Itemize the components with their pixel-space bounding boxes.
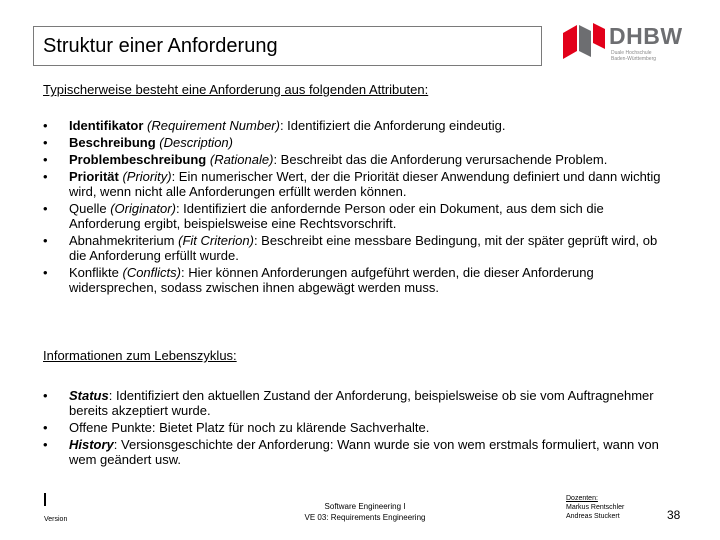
attribute-term: Abnahmekriterium [69, 233, 175, 248]
list-item [43, 437, 673, 467]
attribute-detail: (Fit Criterion) [174, 233, 254, 248]
attribute-detail: (Requirement Number) [143, 118, 280, 133]
list-item [43, 420, 673, 435]
attribute-desc: : Beschreibt das die Anforderung verursachende Problem. [273, 152, 608, 167]
bullet: • [43, 152, 48, 167]
attribute-desc: : Hier können Anforderungen aufgeführt werden, die dieser Anforderung widersprechen, sodass zwischen ihnen abgewägt werden muss. [69, 265, 594, 295]
logo-subtitle [611, 50, 656, 62]
attribute-term: Konflikte [69, 265, 119, 280]
footer-course: Software Engineering I [324, 502, 406, 511]
bullet: • [43, 169, 48, 184]
attribute-detail: (Rationale) [206, 152, 274, 167]
bullet: • [43, 118, 48, 133]
lifecycle-list [43, 388, 673, 469]
author-1: Markus Rentschler [566, 504, 625, 511]
dhbw-logo [561, 21, 691, 69]
footer-course-info [280, 501, 450, 523]
bullet: • [43, 437, 48, 452]
attribute-term: Beschreibung [69, 135, 156, 150]
footer-authors [566, 494, 624, 521]
attribute-desc: : Identifiziert die anfordernde Person oder ein Dokument, aus dem sich die Anforderung ergibt, beispielsweise eine Rechtsvorschrift. [69, 201, 604, 231]
intro-heading: Typischerweise besteht eine Anforderung aus folgenden Attributen: [43, 82, 429, 97]
list-item [43, 265, 673, 295]
attribute-detail: (Originator) [106, 201, 176, 216]
list-item [43, 169, 673, 199]
list-item [43, 201, 673, 231]
bullet: • [43, 420, 48, 435]
attribute-detail: (Conflicts) [118, 265, 181, 280]
title-box [33, 26, 542, 66]
attribute-term: Quelle [69, 201, 107, 216]
attribute-term: Identifikator [69, 118, 144, 133]
page-number: 38 [667, 508, 681, 522]
list-item [43, 388, 673, 418]
attribute-desc: : Beschreibt eine messbare Bedingung, mit der später geprüft wird, ob die Anforderung erfüllt wurde. [69, 233, 658, 263]
bullet: • [43, 201, 48, 216]
list-item [43, 233, 673, 263]
lifecycle-heading: Informationen zum Lebenszyklus: [43, 348, 237, 363]
attribute-desc: : Identifiziert die Anforderung eindeutig. [279, 118, 506, 133]
bullet: • [43, 388, 48, 403]
attribute-detail: (Description) [155, 135, 233, 150]
list-item [43, 118, 673, 133]
attribute-term: Priorität [69, 169, 119, 184]
lifecycle-desc: Offene Punkte: Bietet Platz für noch zu klärende Sachverhalte. [69, 420, 430, 435]
logo-subtitle-line2: Baden-Württemberg [611, 56, 657, 62]
attribute-detail: (Priority) [118, 169, 172, 184]
footer-lecture: VE 03: Requirements Engineering [304, 513, 426, 522]
dhbw-logo-mark-icon [561, 21, 609, 61]
lifecycle-desc: : Identifiziert den aktuellen Zustand der Anforderung, beispielsweise ob sie vom Auftragnehmer bereits akzeptiert wurde. [69, 388, 654, 418]
bullet: • [43, 265, 48, 280]
list-item [43, 135, 673, 150]
version-label: Version [44, 516, 68, 523]
lifecycle-term: History [69, 437, 114, 452]
attribute-desc: : Ein numerischer Wert, der die Priorität dieser Anwendung definiert und dann wichtig wird, wenn nicht alle Anforderungen erfüllt werden können. [69, 169, 661, 199]
authors-label: Dozenten: [566, 495, 598, 502]
attribute-list [43, 118, 673, 297]
bullet: • [43, 233, 48, 248]
author-2: Andreas Stuckert [566, 513, 620, 520]
lifecycle-desc: : Versionsgeschichte der Anforderung: Wann wurde sie von wem erstmals formuliert, wann von wem geändert usw. [69, 437, 659, 467]
logo-subtitle-line1: Duale Hochschule [611, 50, 652, 56]
list-item [43, 152, 673, 167]
lifecycle-term: Status [69, 388, 109, 403]
logo-wordmark: DHBW [609, 23, 683, 49]
page-title: Struktur einer Anforderung [43, 35, 278, 57]
version-marker [44, 493, 46, 506]
attribute-term: Problembeschreibung [69, 152, 207, 167]
bullet: • [43, 135, 48, 150]
